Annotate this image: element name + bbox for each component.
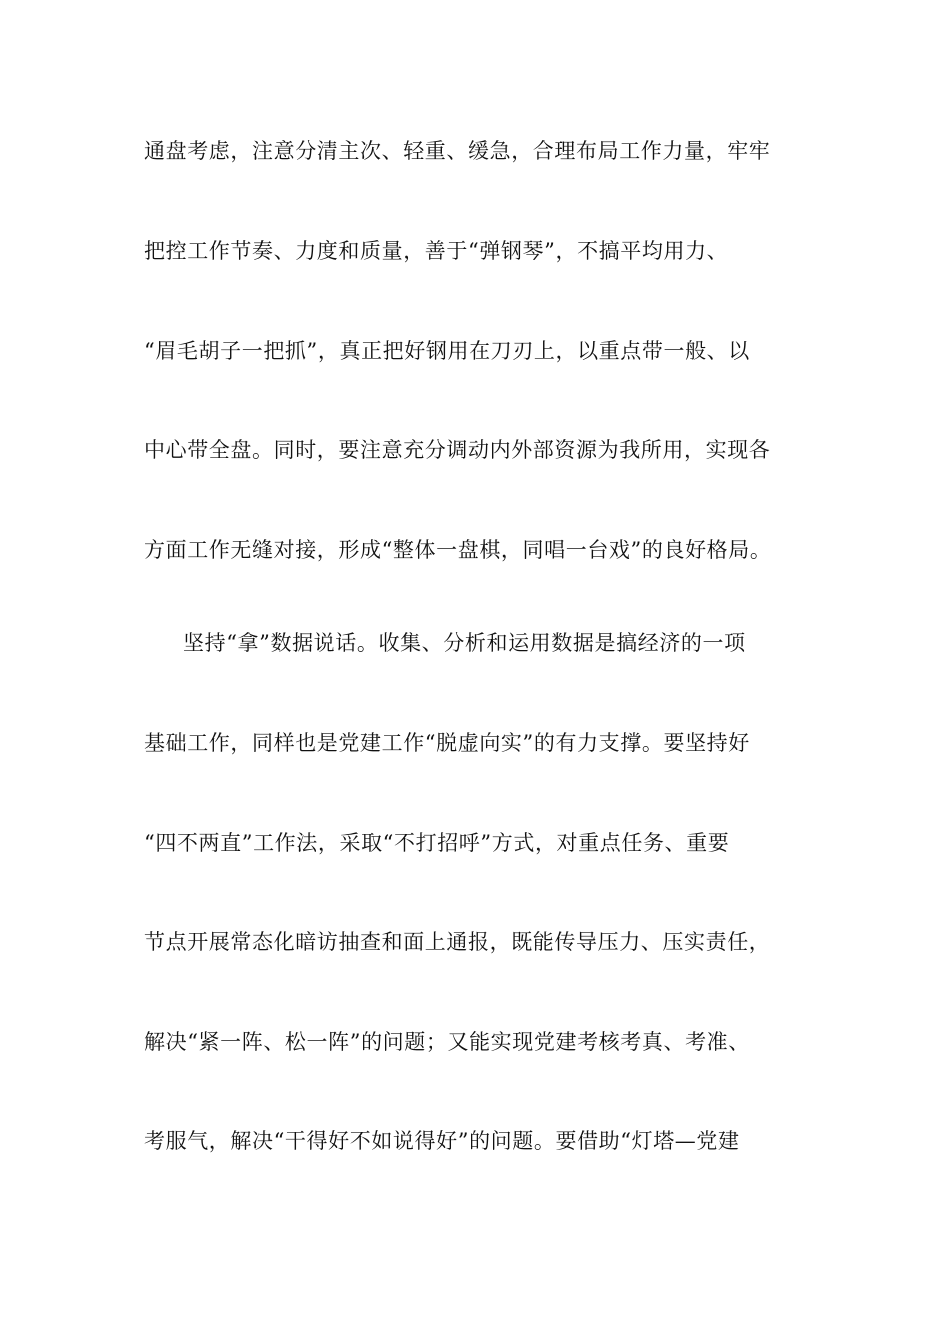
paragraph-line: 方面工作无缝对接，形成“整体一盘棋，同唱一台戏”的良好格局。 <box>144 538 772 562</box>
paragraph-line: 基础工作，同样也是党建工作“脱虚向实”的有力支撑。要坚持好 <box>144 731 750 755</box>
paragraph-line: 节点开展常态化暗访抽查和面上通报，既能传导压力、压实责任， <box>144 930 771 954</box>
paragraph-line: 把控工作节奏、力度和质量，善于“弹钢琴”，不搞平均用力、 <box>144 239 729 263</box>
paragraph-first-line: 坚持“拿”数据说话。收集、分析和运用数据是搞经济的一项 <box>183 631 746 655</box>
paragraph-line: 中心带全盘。同时，要注意充分调动内外部资源为我所用，实现各 <box>144 438 771 462</box>
paragraph-line: “眉毛胡子一把抓”，真正把好钢用在刀刃上，以重点带一般、以 <box>144 339 750 363</box>
paragraph-line: “四不两直”工作法，采取“不打招呼”方式，对重点任务、重要 <box>144 831 730 855</box>
paragraph-line: 考服气，解决“干得好不如说得好”的问题。要借助“灯塔—党建 <box>144 1129 740 1153</box>
paragraph-line: 解决“紧一阵、松一阵”的问题；又能实现党建考核考真、考准、 <box>144 1030 750 1054</box>
paragraph-line: 通盘考虑，注意分清主次、轻重、缓急，合理布局工作力量，牢牢 <box>144 139 771 163</box>
